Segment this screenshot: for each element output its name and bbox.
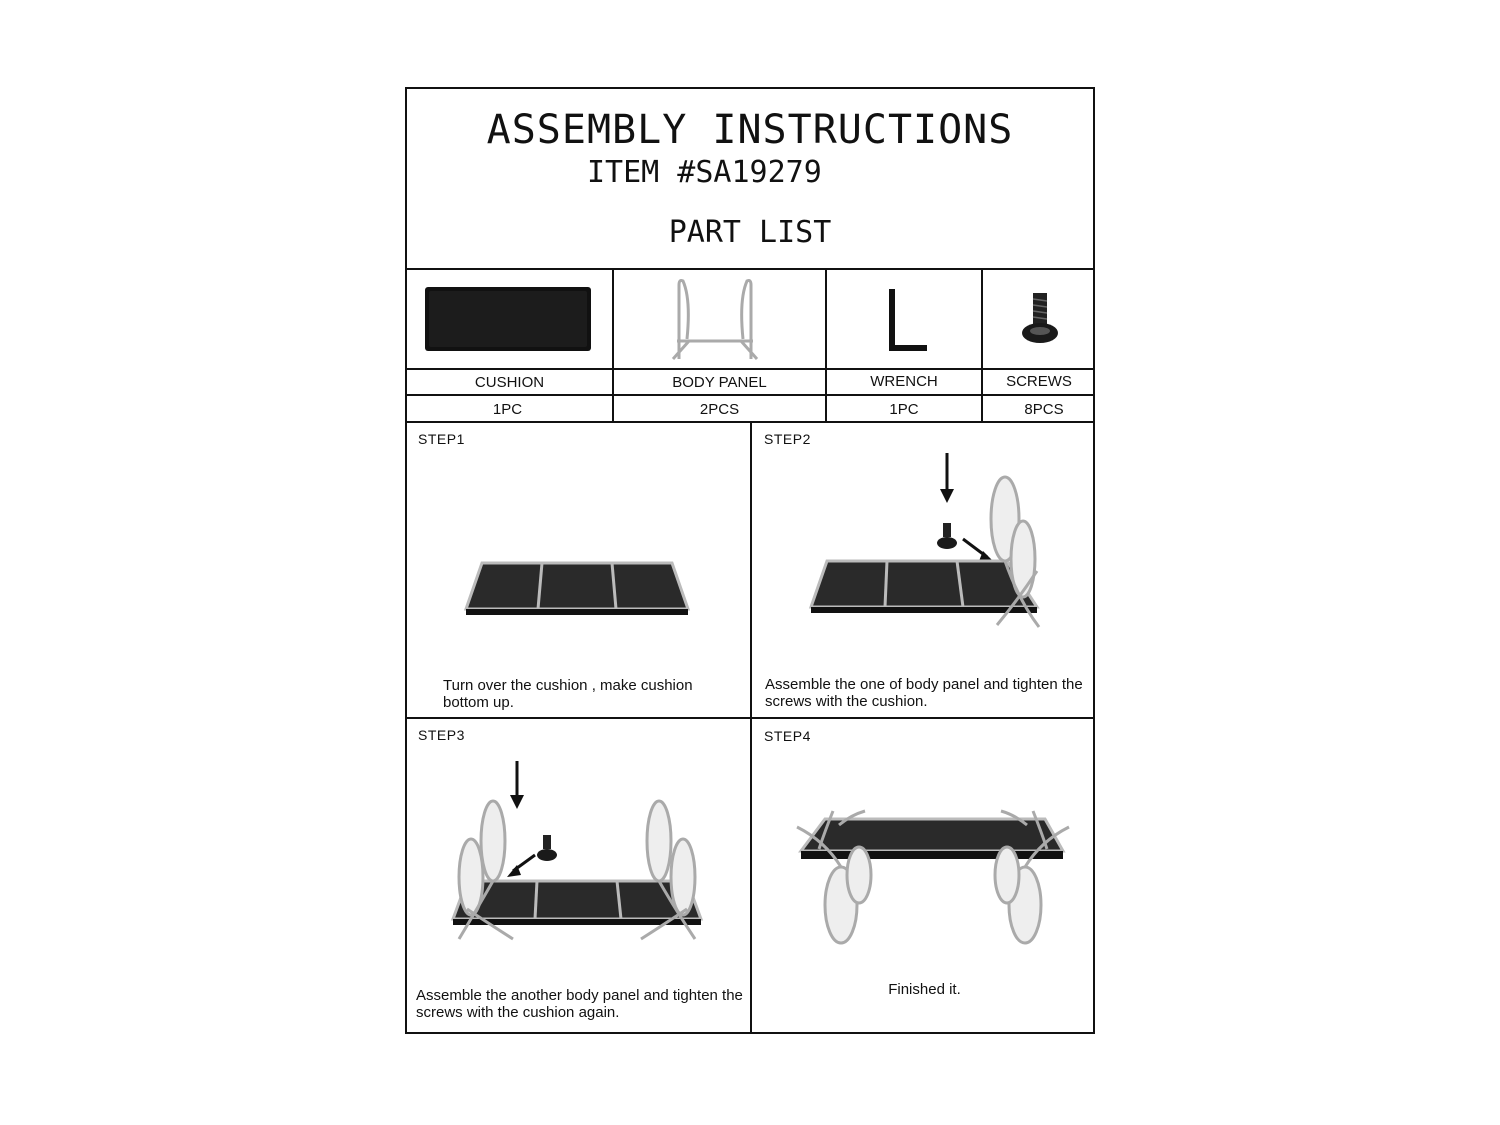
wrench-image bbox=[881, 287, 931, 357]
part-qty-wrench: 1PC bbox=[889, 401, 919, 418]
step3-caption: Assemble the another body panel and tighten the screws with the cushion again. bbox=[416, 987, 743, 1021]
divider bbox=[612, 268, 614, 423]
item-number: ITEM #SA19279 bbox=[587, 155, 822, 190]
divider bbox=[825, 268, 827, 423]
divider bbox=[981, 268, 983, 423]
screw-image bbox=[1019, 291, 1063, 347]
part-list-heading: PART LIST bbox=[668, 215, 832, 250]
step2-caption: Assemble the one of body panel and tighten the screws with the cushion. bbox=[765, 676, 1083, 710]
step1-label: STEP1 bbox=[418, 431, 465, 447]
step2-illustration bbox=[807, 451, 1047, 636]
step2-label: STEP2 bbox=[764, 431, 811, 447]
cushion-image bbox=[425, 285, 591, 353]
step1-caption: Turn over the cushion , make cushion bottom up. bbox=[443, 677, 693, 711]
step1-illustration bbox=[462, 557, 692, 619]
divider bbox=[407, 368, 1093, 370]
divider bbox=[750, 421, 752, 1034]
divider bbox=[407, 268, 1093, 270]
step4-label: STEP4 bbox=[764, 728, 811, 744]
step4-illustration bbox=[795, 801, 1071, 947]
page-title: ASSEMBLY INSTRUCTIONS bbox=[486, 107, 1014, 153]
step4-caption: Finished it. bbox=[888, 981, 961, 998]
part-qty-cushion: 1PC bbox=[492, 401, 523, 418]
divider bbox=[407, 394, 1093, 396]
part-qty-screws: 8PCS bbox=[1024, 401, 1064, 418]
step3-illustration bbox=[447, 759, 707, 949]
part-name-body-panel: BODY PANEL bbox=[672, 374, 767, 391]
part-qty-body-panel: 2PCS bbox=[699, 401, 740, 418]
part-name-cushion: CUSHION bbox=[474, 374, 545, 391]
part-name-wrench: WRENCH bbox=[870, 373, 938, 390]
instruction-sheet bbox=[405, 87, 1095, 1034]
step3-label: STEP3 bbox=[418, 727, 465, 743]
part-name-screws: SCREWS bbox=[1006, 373, 1072, 390]
body-panel-image bbox=[669, 279, 761, 361]
